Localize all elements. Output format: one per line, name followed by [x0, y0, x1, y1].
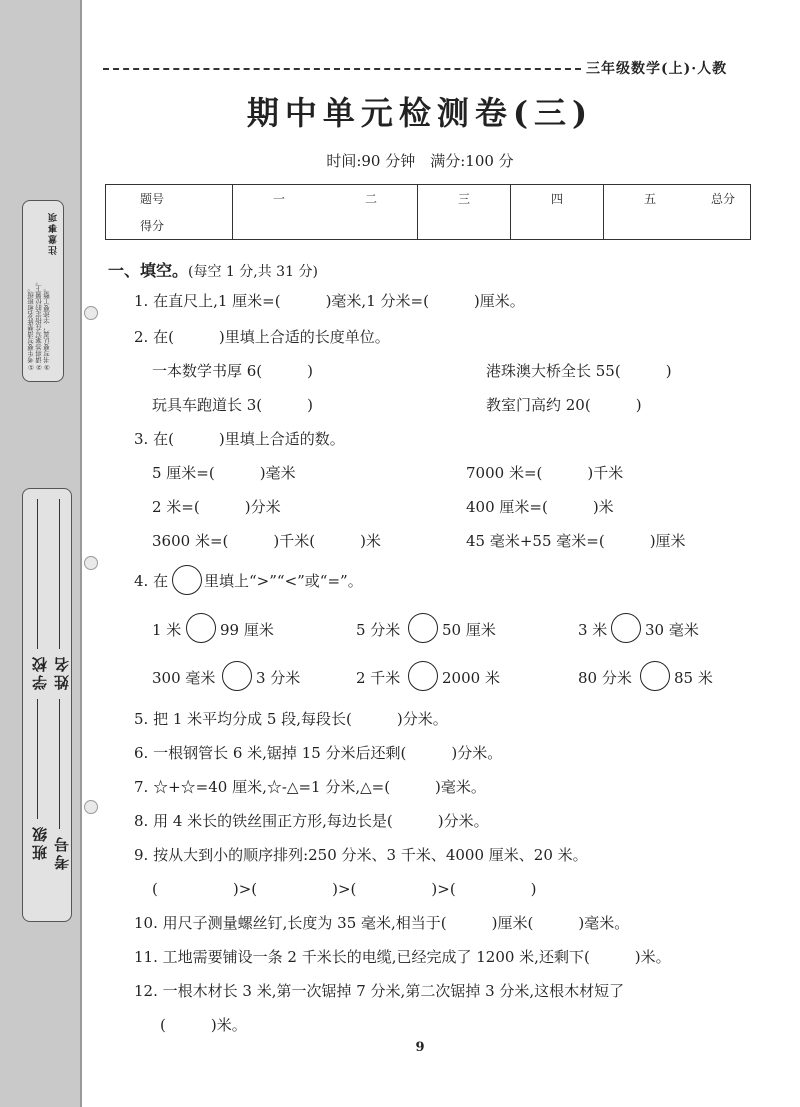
- question-2: 2. 在( )里填上合适的长度单位。: [134, 328, 390, 346]
- question-7: 7. ☆+☆=40 厘米,☆-△=1 分米,△=( )毫米。: [134, 778, 486, 796]
- score-col-total: 总分: [696, 185, 751, 213]
- score-cell[interactable]: [325, 212, 418, 240]
- question-4-suffix: 里填上“>”“<”或“=”。: [204, 572, 363, 590]
- section-1-title: 一、填空。: [108, 261, 189, 280]
- compare-circle-input[interactable]: [640, 661, 670, 691]
- score-row-label: 得分: [106, 212, 233, 240]
- score-col-3: 三: [418, 185, 511, 213]
- header-dashed-rule: [103, 68, 581, 70]
- compare-circle-input[interactable]: [611, 613, 641, 643]
- question-5: 5. 把 1 米平均分成 5 段,每段长( )分米。: [134, 710, 448, 728]
- score-row-title: 题号: [106, 185, 233, 213]
- score-table-header-row: [106, 185, 751, 213]
- compare-2-right: 50 厘米: [442, 621, 496, 639]
- compare-3-right: 30 毫米: [645, 621, 699, 639]
- question-9: 9. 按从大到小的顺序排列:250 分米、3 千米、4000 厘米、20 米。: [134, 846, 588, 864]
- compare-circle-input[interactable]: [222, 661, 252, 691]
- name-label: 姓名: [53, 654, 71, 690]
- time-score-line: 时间:90 分钟 满分:100 分: [326, 152, 514, 170]
- question-3b: 7000 米=( )千米: [466, 464, 624, 482]
- notes-item-2: ②请将答案写在指定的位置上。: [35, 278, 43, 371]
- score-cell[interactable]: [696, 212, 751, 240]
- score-cell[interactable]: [233, 212, 326, 240]
- school-field-line: [37, 499, 38, 649]
- question-2a: 一本数学书厚 6( ): [152, 362, 314, 380]
- score-cell[interactable]: [511, 212, 604, 240]
- compare-1-right: 99 厘米: [220, 621, 274, 639]
- question-3: 3. 在( )里填上合适的数。: [134, 430, 345, 448]
- notes-item-3: ③书写要认真，字迹要工整。: [43, 285, 51, 371]
- notes-item-1: ①考生要写清楚姓名和班级。: [27, 285, 35, 371]
- class-field-line: [37, 699, 38, 819]
- notes-box: [22, 200, 64, 382]
- question-4-prefix: 4. 在: [134, 572, 169, 590]
- question-2d: 教室门高约 20( ): [486, 396, 642, 414]
- page-title: 期中单元检测卷(三): [246, 94, 594, 132]
- question-11: 11. 工地需要铺设一条 2 千米长的电缆,已经完成了 1200 米,还剩下( )米。: [134, 948, 671, 966]
- compare-circle-input[interactable]: [186, 613, 216, 643]
- question-3f: 45 毫米+55 毫米=( )厘米: [466, 532, 686, 550]
- binding-hole-icon: [84, 306, 98, 320]
- compare-4-right: 3 分米: [256, 669, 301, 687]
- number-label: 考号: [53, 834, 71, 870]
- score-cell[interactable]: [418, 212, 511, 240]
- compare-3-left: 3 米: [578, 621, 608, 639]
- question-2b: 港珠澳大桥全长 55( ): [486, 362, 672, 380]
- question-3d: 400 厘米=( )米: [466, 498, 614, 516]
- question-3e: 3600 米=( )千米( )米: [152, 532, 381, 550]
- question-3c: 2 米=( )分米: [152, 498, 281, 516]
- subject-label: 三年级数学(上)·人教: [586, 61, 728, 77]
- score-col-2: 二: [325, 185, 418, 213]
- student-info-box: [22, 488, 72, 922]
- compare-1-left: 1 米: [152, 621, 182, 639]
- compare-4-left: 300 毫米: [152, 669, 216, 687]
- question-6: 6. 一根钢管长 6 米,锯掉 15 分米后还剩( )分米。: [134, 744, 503, 762]
- compare-2-left: 5 分米: [356, 621, 401, 639]
- question-1: 1. 在直尺上,1 厘米=( )毫米,1 分米=( )厘米。: [134, 292, 525, 310]
- score-cell[interactable]: [604, 212, 697, 240]
- name-field-line: [59, 499, 60, 649]
- class-label: 班级: [31, 824, 49, 860]
- compare-5-left: 2 千米: [356, 669, 401, 687]
- score-col-1: 一: [233, 185, 326, 213]
- question-3a: 5 厘米=( )毫米: [152, 464, 296, 482]
- question-12: 12. 一根木材长 3 米,第一次锯掉 7 分米,第二次锯掉 3 分米,这根木材短了: [134, 982, 625, 1000]
- notes-title: 注意事项: [49, 211, 59, 255]
- section-1-heading: [108, 258, 318, 281]
- school-label: 学校: [31, 654, 49, 690]
- question-8: 8. 用 4 米长的铁丝围正方形,每边长是( )分米。: [134, 812, 489, 830]
- page-number: 9: [415, 1040, 425, 1055]
- number-field-line: [59, 699, 60, 829]
- compare-circle-input[interactable]: [408, 613, 438, 643]
- compare-6-left: 80 分米: [578, 669, 632, 687]
- question-10: 10. 用尺子测量螺丝钉,长度为 35 毫米,相当于( )厘米( )毫米。: [134, 914, 630, 932]
- score-table: [105, 184, 751, 240]
- score-col-5: 五: [604, 185, 697, 213]
- compare-5-right: 2000 米: [442, 669, 500, 687]
- compare-circle-input[interactable]: [408, 661, 438, 691]
- compare-circle-icon: [172, 565, 202, 595]
- score-col-4: 四: [511, 185, 604, 213]
- question-2c: 玩具车跑道长 3( ): [152, 396, 314, 414]
- binding-hole-icon: [84, 800, 98, 814]
- question-12-cont: ( )米。: [160, 1016, 247, 1034]
- binding-hole-icon: [84, 556, 98, 570]
- question-9-answer: ( )>( )>( )>( ): [152, 880, 537, 898]
- section-1-note: (每空 1 分,共 31 分): [188, 264, 318, 280]
- score-table-score-row: [106, 212, 751, 240]
- compare-6-right: 85 米: [674, 669, 713, 687]
